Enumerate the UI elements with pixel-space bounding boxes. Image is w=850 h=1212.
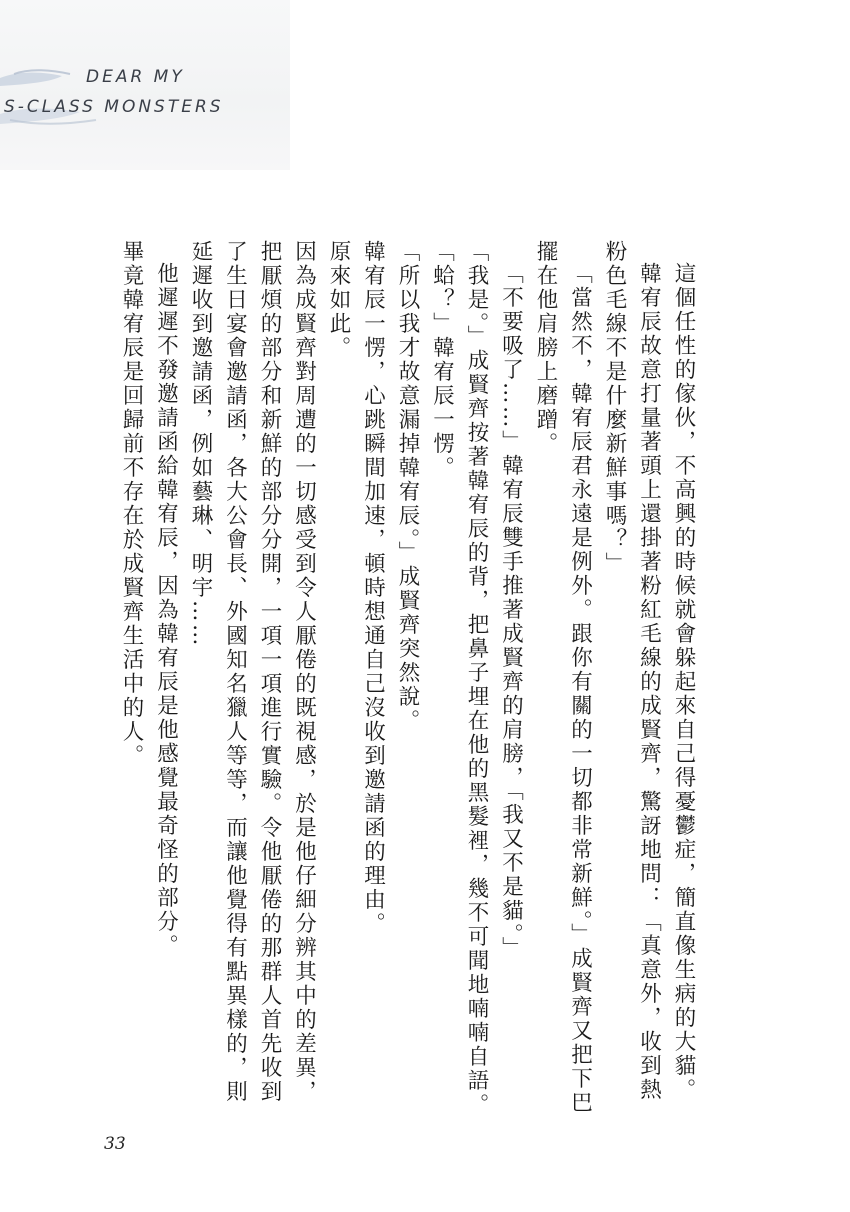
page-number: 33 [104, 1134, 126, 1154]
paragraph: 他遲遲不發邀請函給韓宥辰，因為韓宥辰是他感覺最奇怪的部分。 [153, 261, 179, 958]
paragraph: 「當然不，韓宥辰君永遠是例外。跟你有關的一切都非常新鮮。」成賢齊又把下巴擺在他肩膀上磨蹭。 [533, 240, 593, 1115]
series-title-line1: DEAR MY [86, 67, 185, 87]
paragraph: 韓宥辰一愣，心跳瞬間加速，頓時想通自己沒收到邀請函的理由。 [360, 240, 386, 936]
paragraph: 畢竟韓宥辰是回歸前不存在於成賢齊生活中的人。 [119, 240, 144, 768]
paragraph: 原來如此。 [326, 240, 351, 360]
header-band [0, 0, 290, 170]
paragraph: 「所以我才故意漏掉韓宥辰。」成賢齊突然說。 [395, 240, 420, 734]
paragraph: 「不要吸了……」韓宥辰雙手推著成賢齊的肩膀，「我又不是貓。」 [498, 261, 524, 960]
body-text [119, 240, 700, 1120]
paragraph: 韓宥辰故意打量著頭上還掛著粉紅毛線的成賢齊，驚訝地問：「真意外，收到熱粉色毛線不是什麼新鮮事嗎？」 [602, 240, 662, 1102]
series-title [0, 62, 250, 122]
paragraph: 這個任性的傢伙，不高興的時候就會躲起來自己得憂鬱症，簡直像生病的大貓。 [671, 261, 696, 1102]
series-title-line2: S-CLASS MONSTERS [4, 97, 224, 117]
paragraph: 「我是。」成賢齊按著韓宥辰的背，把鼻子埋在他的黑髮裡，幾不可聞地喃喃自語。 [464, 240, 489, 1118]
paragraph: 因為成賢齊對周遭的一切感受到令人厭倦的既視感，於是他仔細分辨其中的差異，把厭煩的部分和新鮮的部分分開，一項一項進行實驗。令他厭倦的那群人首先收到了生日宴會邀請函，各大公會長、外國知名獵人等等，而讓他覺得有點異樣的，則延遲收到邀請函，例如藝琳、明宇…… [188, 240, 317, 1104]
paragraph: 「蛤？」韓宥辰一愣。 [429, 240, 455, 480]
